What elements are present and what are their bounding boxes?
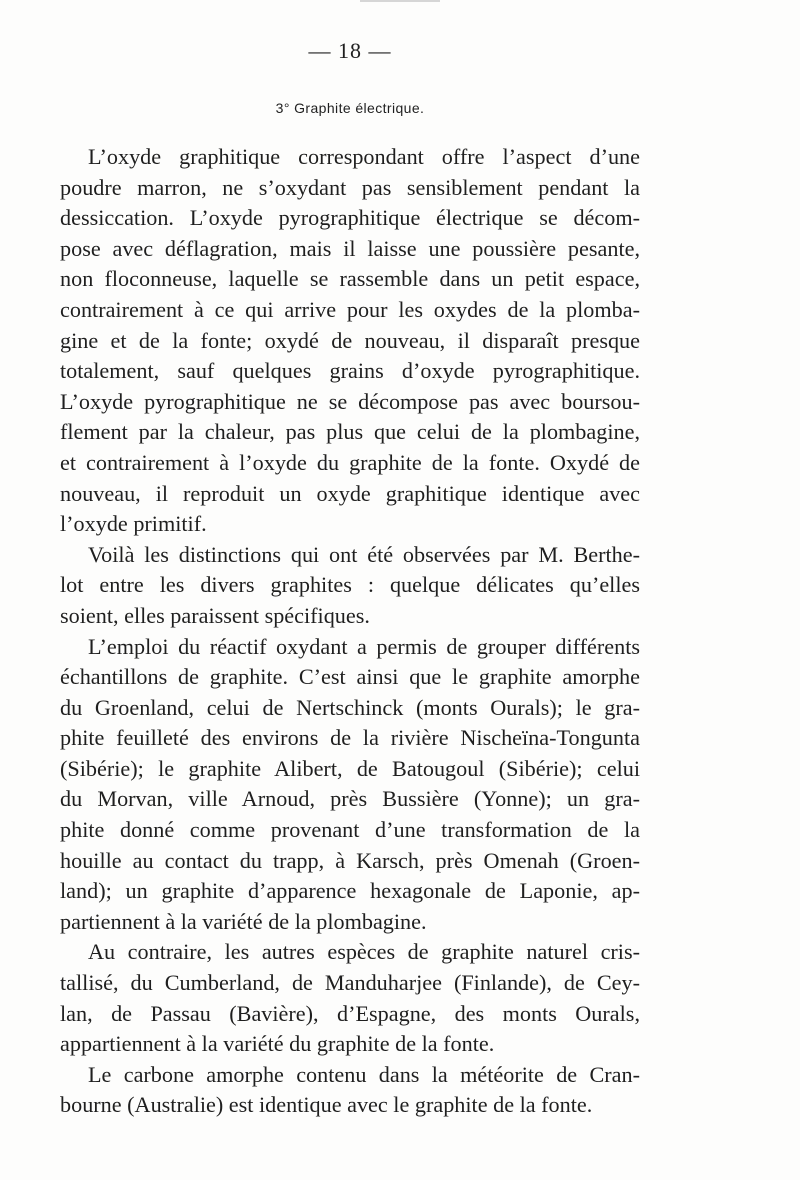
section-heading: 3° Graphite électrique.: [275, 100, 425, 116]
text-line: Le carbone amorphe contenu dans la météorite de Cran-: [88, 1061, 640, 1087]
text-line: appartiennent à la variété du graphite de la fonte.: [60, 1031, 495, 1057]
body-text: [60, 142, 640, 1121]
text-line: partiennent à la variété de la plombagine.: [60, 908, 427, 934]
text-line: non floconneuse, laquelle se rassemble dans un petit espace,: [60, 266, 640, 292]
text-line: lot entre les divers graphites : quelque délicates qu’elles: [60, 572, 640, 598]
text-line: du Groenland, celui de Nertschinck (monts Ourals); le gra-: [60, 694, 640, 720]
text-line: phite donné comme provenant d’une transformation de la: [60, 817, 640, 843]
text-line: échantillons de graphite. C’est ainsi que le graphite amorphe: [60, 664, 640, 690]
text-line: land); un graphite d’apparence hexagonale de Laponie, ap-: [60, 878, 640, 904]
text-line: phite feuilleté des environs de la rivière Nischeïna-Tongunta: [60, 725, 640, 751]
text-line: pose avec déflagration, mais il laisse une poussière pesante,: [60, 235, 640, 261]
text-line: L’emploi du réactif oxydant a permis de grouper différents: [88, 633, 640, 659]
text-line: tallisé, du Cumberland, de Manduharjee (Finlande), de Cey-: [60, 970, 640, 996]
text-line: totalement, sauf quelques grains d’oxyde pyrographitique.: [60, 358, 640, 384]
page-number: — 18 —: [308, 38, 392, 63]
text-line: bourne (Australie) est identique avec le graphite de la fonte.: [60, 1092, 593, 1118]
text-line: soient, elles paraissent spécifiques.: [60, 602, 370, 628]
text-line: nouveau, il reproduit un oxyde graphitique identique avec: [60, 480, 640, 506]
text-line: poudre marron, ne s’oxydant pas sensiblement pendant la: [60, 174, 640, 200]
text-line: dessiccation. L’oxyde pyrographitique électrique se décom-: [60, 205, 640, 231]
text-line: du Morvan, ville Arnoud, près Bussière (Yonne); un gra-: [60, 786, 640, 812]
top-rule: [360, 0, 440, 2]
text-line: flement par la chaleur, pas plus que celui de la plombagine,: [60, 419, 640, 445]
text-line: l’oxyde primitif.: [60, 511, 207, 537]
text-line: gine et de la fonte; oxydé de nouveau, il disparaît presque: [60, 327, 640, 353]
text-line: (Sibérie); le graphite Alibert, de Batougoul (Sibérie); celui: [60, 755, 640, 781]
text-line: Voilà les distinctions qui ont été observées par M. Berthe-: [88, 541, 640, 567]
text-line: lan, de Passau (Bavière), d’Espagne, des monts Ourals,: [60, 1000, 640, 1026]
text-line: L’oxyde graphitique correspondant offre l’aspect d’une: [88, 144, 640, 169]
text-line: contrairement à ce qui arrive pour les oxydes de la plomba-: [60, 296, 640, 322]
text-line: Au contraire, les autres espèces de graphite naturel cris-: [88, 939, 640, 965]
text-line: houille au contact du trapp, à Karsch, près Omenah (Groen-: [60, 847, 640, 873]
text-line: et contrairement à l’oxyde du graphite de la fonte. Oxydé de: [60, 449, 640, 475]
text-line: L’oxyde pyrographitique ne se décompose pas avec boursou-: [60, 388, 640, 414]
